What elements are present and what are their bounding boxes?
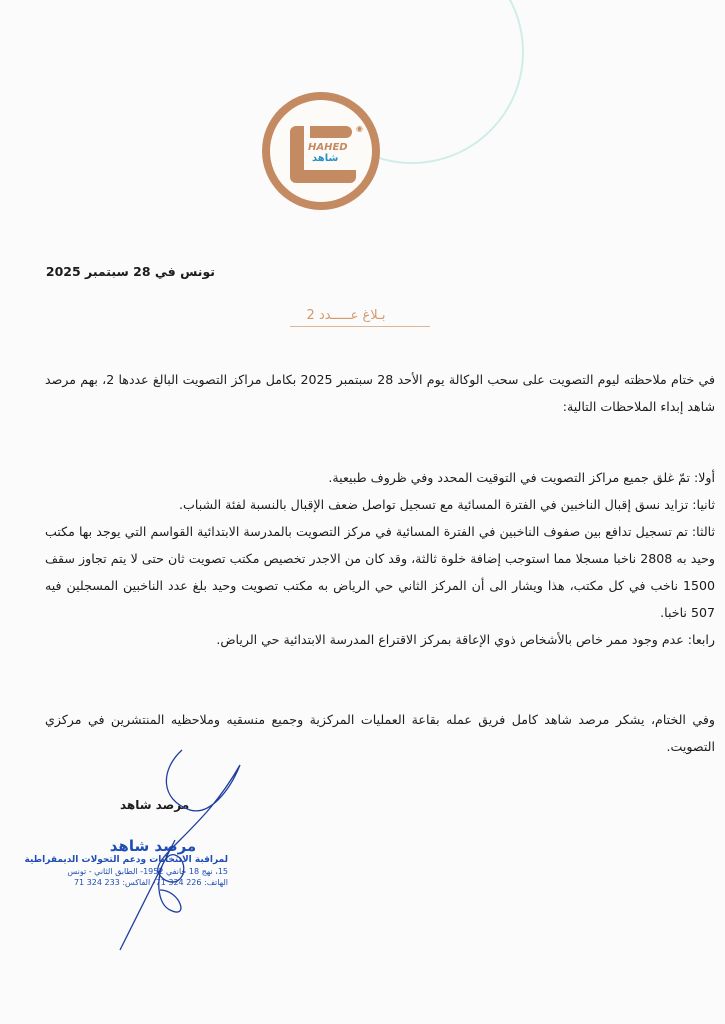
reference-underline [290,326,430,327]
stamp-subtitle: لمراقبة الانتخابات ودعم التحولات الديمقراطية [24,855,228,865]
intro-paragraph: في ختام ملاحظته ليوم التصويت على سحب الوكالة يوم الأحد 28 سبتمبر 2025 بكامل مراكز التصويت البالغ عددها 2، بهم مرصد شاهد إبداء الملاحظات التالية: [45,372,715,414]
stamp-phone: الهاتف: 226 324 71- الفاكس: 233 324 71 [73,878,228,887]
closing-paragraph: وفي الختام، يشكر مرصد شاهد كامل فريق عمله بقاعة العمليات المركزية وجميع منسقيه وملاحظيه المنتشرين في مركزي التصويت. [45,712,715,754]
flag-emblem-icon: ◉ [356,124,363,133]
logo-text-ar: شاهد [312,153,339,164]
shahed-logo [262,92,380,210]
observations-list [45,464,715,653]
observation-item: ثالثا: تم تسجيل تدافع بين صفوف الناخبين في الفترة المسائية في مركز التصويت بالمدرسة الابتدائية القواسم التي يوجد بها مكتب وحيد به 2808 ناخبا مسجلا مما استوجب إضافة خلوة ثالثة، وقد كان من الاجدر تخصيص مكتب تصويت ثان حتى لا يتم تجاوز سقف 1500 ناخب في كل مكتب، هذا ويشار الى أن المركز الثاني حي الرياض به مكتب تصويت وحيد بلغ عدد الناخبين المسجلين فيه 507 ناخبا. [45,524,716,620]
communique-number: بـلاغ عـــــدد 2 [306,308,386,323]
observation-item: ثانيا: تزايد نسق إقبال الناخبين في الفترة المسائية مع تسجيل تواصل ضعف الإقبال بالنسبة لفئة الشباب. [179,497,715,512]
logo-text-en: HAHED [308,142,348,153]
signatory-name: مرصد شاهد [120,798,190,812]
stamp-name: مرصد شاهد [109,837,197,855]
document-date: تونس في 28 سبتمبر 2025 [45,264,215,279]
observation-item: رابعا: عدم وجود ممر خاص بالأشخاص ذوي الإعاقة بمركز الاقتراع المدرسة الابتدائية حي الرياض. [216,632,715,647]
handwritten-signature [90,740,250,960]
observation-item: أولا: تمّ غلق جميع مراكز التصويت في التوقيت المحدد وفي ظروف طبيعية. [328,470,715,485]
stamp-address: 15، نهج 18 جانفي 1952- الطابق الثاني - تونس [67,867,228,876]
